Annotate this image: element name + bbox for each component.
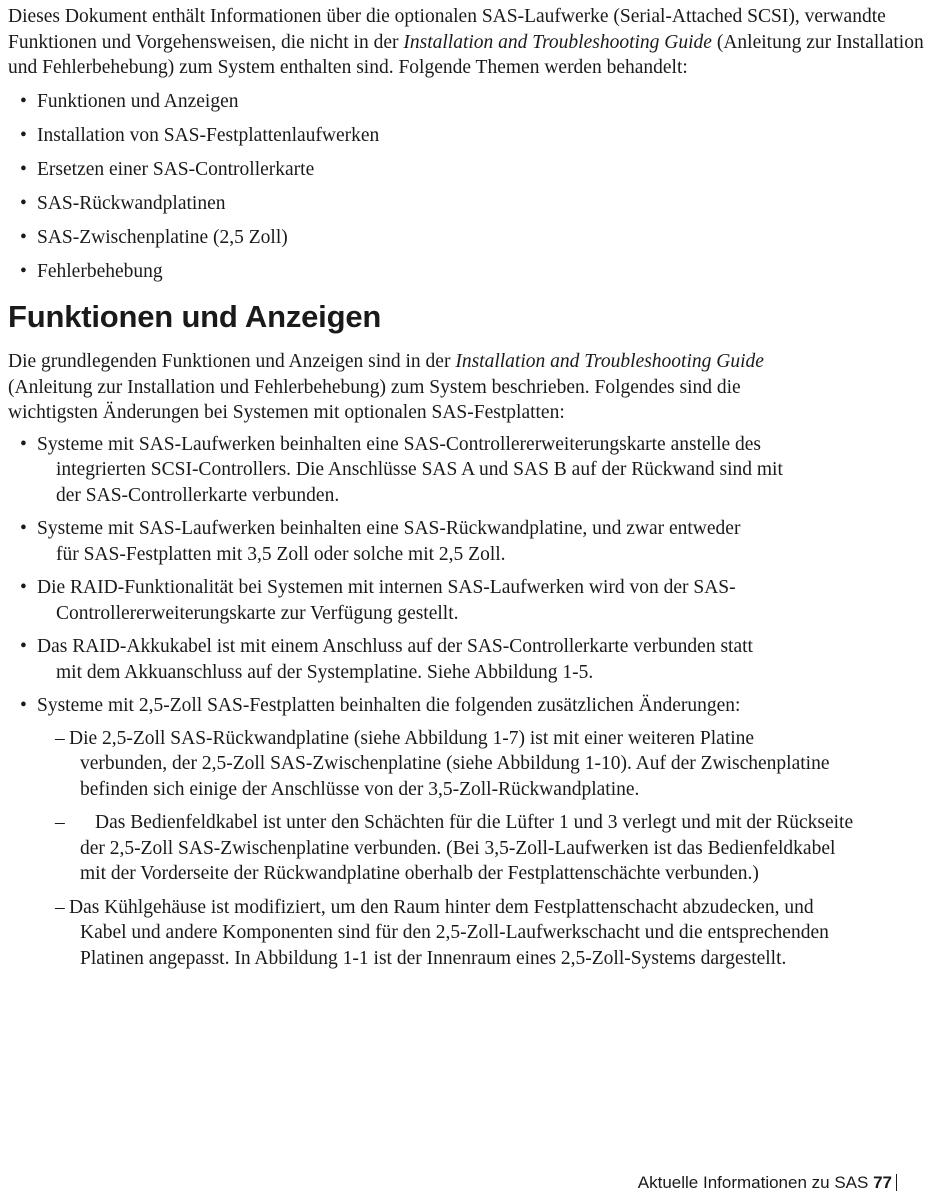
lead-text: Die grundlegenden Funktionen und Anzeigen sind in der — [8, 351, 456, 372]
topic-item: • SAS-Zwischenplatine (2,5 Zoll) — [20, 225, 938, 251]
topic-item: • Ersetzen einer SAS-Controllerkarte — [20, 157, 938, 183]
intro-text-after: (Anleitung zur Installation und Fehlerbehebung) zum System enthalten sind. Folgende Themen werden behandelt: — [8, 31, 924, 78]
section-heading: Funktionen und Anzeigen — [8, 299, 382, 334]
change-item — [20, 575, 938, 626]
footer-divider — [896, 1174, 897, 1191]
change-item — [20, 516, 938, 567]
sub-change-text: Die 2,5-Zoll SAS-Rückwandplatine (siehe Abbildung 1-7) ist mit einer weiteren Platine — [69, 727, 755, 749]
dash-marker: – — [55, 727, 65, 749]
change-text-cont: Controllererweiterungskarte zur Verfügung gestellt. — [56, 602, 459, 624]
change-text-cont: integrierten SCSI-Controllers. Die Anschlüsse SAS A und SAS B auf der Rückwand sind mit — [56, 459, 783, 480]
change-text: • Systeme mit SAS-Laufwerken beinhalten eine SAS-Controllererweiterungskarte anstelle des — [37, 433, 762, 455]
sub-change-text-cont: verbunden, der 2,5-Zoll SAS-Zwischenplatine (siehe Abbildung 1-10). Auf der Zwischenplatine — [80, 753, 830, 774]
change-text-cont: mit dem Akkuanschluss auf der Systemplatine. Siehe Abbildung 1-5. — [56, 661, 594, 683]
topic-list — [8, 89, 938, 285]
document-page — [8, 4, 938, 979]
intro-paragraph — [8, 4, 938, 81]
change-text-cont: für SAS-Festplatten mit 3,5 Zoll oder solche mit 2,5 Zoll. — [56, 543, 506, 565]
topic-item: • Installation von SAS-Festplattenlaufwerken — [20, 123, 938, 149]
change-item — [20, 634, 938, 685]
change-text: • Systeme mit 2,5-Zoll SAS-Festplatten beinhalten die folgenden zusätzlichen Änderungen: — [37, 695, 741, 716]
sub-change-text-cont: Platinen angepasst. In Abbildung 1-1 ist der Innenraum eines 2,5-Zoll-Systems dargestellt. — [80, 947, 787, 969]
sub-change-text: Das Bedienfeldkabel ist unter den Schächten für die Lüfter 1 und 3 verlegt und mit der Rückseite — [95, 812, 854, 833]
sub-change-text-cont: mit der Vorderseite der Rückwandplatine oberhalb der Festplattenschächte verbunden.) — [80, 863, 759, 884]
change-text-cont: der SAS-Controllerkarte verbunden. — [56, 484, 340, 506]
change-text: • Systeme mit SAS-Laufwerken beinhalten eine SAS-Rückwandplatine, und zwar entweder — [37, 518, 741, 539]
changes-list — [8, 432, 938, 972]
sub-changes-list — [37, 726, 938, 972]
sub-change-item — [55, 895, 938, 972]
change-item — [20, 693, 938, 971]
section-lead-paragraph — [8, 349, 938, 426]
topic-item: • Fehlerbehebung — [20, 259, 938, 285]
dash-marker: – — [55, 812, 65, 833]
footer-label: Aktuelle Informationen zu SAS — [637, 1173, 869, 1192]
page-footer — [638, 1173, 897, 1193]
change-text: • Die RAID-Funktionalität bei Systemen mit internen SAS-Laufwerken wird von der SAS- — [37, 577, 736, 598]
topic-item: • SAS-Rückwandplatinen — [20, 191, 938, 217]
lead-guide-title: Installation and Troubleshooting Guide — [455, 351, 764, 372]
page-number: 77 — [873, 1173, 892, 1192]
lead-text-line2: (Anleitung zur Installation und Fehlerbehebung) zum System beschrieben. Folgendes sind die — [8, 376, 741, 398]
lead-text-line3: wichtigsten Änderungen bei Systemen mit optionalen SAS-Festplatten: — [8, 402, 565, 423]
topic-item: • Funktionen und Anzeigen — [20, 89, 938, 115]
intro-text: Dieses Dokument enthält Informationen über die optionalen SAS-Laufwerke (Serial-Attached SCSI), verwandte Funktionen und Vorgehensweisen, die nicht in der — [8, 6, 886, 53]
sub-change-text-cont: der 2,5-Zoll SAS-Zwischenplatine verbunden. (Bei 3,5-Zoll-Laufwerken ist das Bedienfeldkabel — [80, 837, 836, 859]
sub-change-text-cont: befinden sich einige der Anschlüsse von der 3,5-Zoll-Rückwandplatine. — [80, 778, 640, 800]
dash-marker: – — [55, 896, 65, 918]
intro-guide-title: Installation and Troubleshooting Guide — [403, 31, 712, 53]
sub-change-text: Das Kühlgehäuse ist modifiziert, um den Raum hinter dem Festplattenschacht abzudecken, und — [69, 896, 814, 918]
sub-change-item — [55, 810, 938, 887]
sub-change-text-cont: Kabel und andere Komponenten sind für den 2,5-Zoll-Laufwerkschacht und die entsprechenden — [80, 922, 829, 943]
change-item — [20, 432, 938, 509]
sub-change-item — [55, 726, 938, 803]
change-text: • Das RAID-Akkukabel ist mit einem Anschluss auf der SAS-Controllerkarte verbunden statt — [37, 636, 753, 657]
